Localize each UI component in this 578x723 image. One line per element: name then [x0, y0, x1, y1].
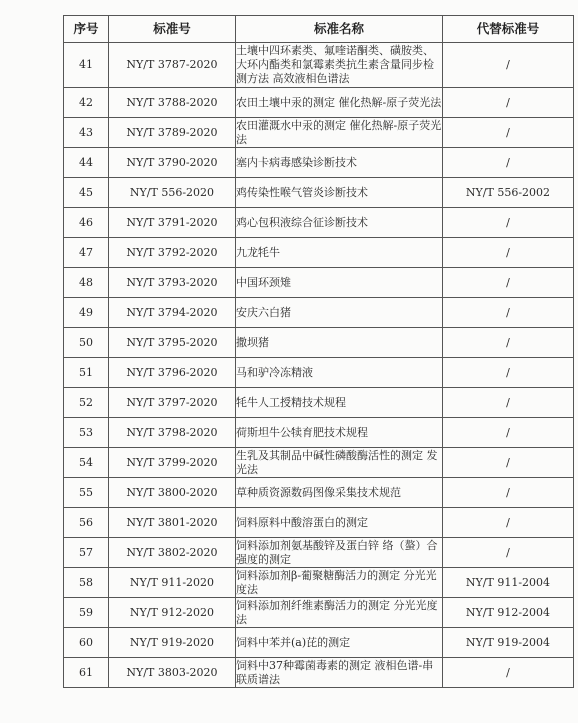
header-replaced-standard: 代替标准号 [443, 16, 574, 43]
row-serial: 41 [64, 43, 109, 88]
row-standard-name: 鸡心包积液综合征诊断技术 [236, 208, 443, 238]
row-replaced-standard: / [443, 328, 574, 358]
table-row [64, 538, 574, 568]
row-standard-code: NY/T 3798-2020 [109, 418, 236, 448]
row-serial: 57 [64, 538, 109, 568]
row-serial: 58 [64, 568, 109, 598]
row-standard-name: 饲料原料中酸溶蛋白的测定 [236, 508, 443, 538]
row-serial: 46 [64, 208, 109, 238]
row-standard-name: 农田灌溉水中汞的测定 催化热解-原子荧光法 [236, 118, 442, 146]
row-standard-code: NY/T 3792-2020 [109, 238, 236, 268]
row-replaced-standard: / [443, 388, 574, 418]
row-replaced-standard: NY/T 556-2002 [443, 178, 574, 208]
row-replaced-standard: / [443, 478, 574, 508]
row-serial: 53 [64, 418, 109, 448]
table-row [64, 598, 574, 628]
row-standard-name: 农田土壤中汞的测定 催化热解-原子荧光法 [236, 88, 443, 118]
table-row [64, 268, 574, 298]
row-replaced-standard: / [443, 118, 574, 148]
row-replaced-standard: / [443, 88, 574, 118]
table-row [64, 328, 574, 358]
table-row [64, 418, 574, 448]
row-serial: 52 [64, 388, 109, 418]
table-row [64, 43, 574, 88]
row-replaced-standard: / [443, 538, 574, 568]
row-serial: 61 [64, 658, 109, 688]
row-serial: 59 [64, 598, 109, 628]
row-serial: 42 [64, 88, 109, 118]
row-standard-name: 马和驴冷冻精液 [236, 358, 443, 388]
row-standard-code: NY/T 556-2020 [109, 178, 236, 208]
header-standard-name: 标准名称 [236, 16, 443, 43]
row-standard-code: NY/T 3797-2020 [109, 388, 236, 418]
row-replaced-standard: / [443, 418, 574, 448]
header-standard-code: 标准号 [109, 16, 236, 43]
table-header-row [64, 16, 574, 43]
row-standard-code: NY/T 3800-2020 [109, 478, 236, 508]
table-row [64, 178, 574, 208]
row-serial: 60 [64, 628, 109, 658]
row-standard-code: NY/T 919-2020 [109, 628, 236, 658]
row-standard-name: 九龙牦牛 [236, 238, 443, 268]
row-standard-code: NY/T 911-2020 [109, 568, 236, 598]
table-row [64, 148, 574, 178]
table-row [64, 508, 574, 538]
row-standard-name: 荷斯坦牛公犊育肥技术规程 [236, 418, 443, 448]
row-standard-name: 中国环颈雉 [236, 268, 443, 298]
table-row [64, 208, 574, 238]
table-row [64, 238, 574, 268]
row-standard-name: 饲料添加剂β-葡聚糖酶活力的测定 分光光度法 [236, 568, 443, 598]
row-standard-code: NY/T 3802-2020 [109, 538, 236, 568]
row-replaced-standard: / [443, 43, 574, 88]
row-standard-name: 草种质资源数码图像采集技术规范 [236, 478, 443, 508]
row-serial: 50 [64, 328, 109, 358]
row-standard-code: NY/T 912-2020 [109, 598, 236, 628]
row-standard-code: NY/T 3801-2020 [109, 508, 236, 538]
table-row [64, 88, 574, 118]
row-standard-name: 土壤中四环素类、氟喹诺酮类、磺胺类、大环内酯类和氯霉素类抗生素含量同步检测方法 高效液相色谱法 [236, 43, 443, 88]
table-row [64, 388, 574, 418]
row-standard-name: 饲料中37种霉菌毒素的测定 液相色谱-串联质谱法 [236, 658, 443, 688]
row-serial: 51 [64, 358, 109, 388]
row-serial: 45 [64, 178, 109, 208]
row-standard-code: NY/T 3788-2020 [109, 88, 236, 118]
row-serial: 43 [64, 118, 109, 148]
row-standard-code: NY/T 3787-2020 [109, 43, 236, 88]
row-serial: 48 [64, 268, 109, 298]
row-replaced-standard: / [443, 448, 574, 478]
row-standard-code: NY/T 3790-2020 [109, 148, 236, 178]
row-serial: 47 [64, 238, 109, 268]
row-standard-name: 饲料添加剂纤维素酶活力的测定 分光光度法 [236, 598, 443, 628]
row-replaced-standard: NY/T 912-2004 [443, 598, 574, 628]
table-row [64, 658, 574, 688]
row-replaced-standard: NY/T 911-2004 [443, 568, 574, 598]
row-standard-code: NY/T 3791-2020 [109, 208, 236, 238]
row-serial: 55 [64, 478, 109, 508]
row-standard-name: 鸡传染性喉气管炎诊断技术 [236, 178, 443, 208]
row-standard-name: 饲料中苯并(a)芘的测定 [236, 628, 443, 658]
row-standard-code: NY/T 3789-2020 [109, 118, 236, 148]
row-standard-code: NY/T 3793-2020 [109, 268, 236, 298]
row-standard-code: NY/T 3799-2020 [109, 448, 236, 478]
header-serial: 序号 [64, 16, 109, 43]
row-standard-code: NY/T 3803-2020 [109, 658, 236, 688]
row-standard-code: NY/T 3796-2020 [109, 358, 236, 388]
row-replaced-standard: / [443, 238, 574, 268]
table-row [64, 298, 574, 328]
table-row [64, 358, 574, 388]
row-standard-name: 生乳及其制品中碱性磷酸酶活性的测定 发光法 [236, 448, 443, 478]
row-serial: 56 [64, 508, 109, 538]
row-standard-name: 安庆六白猪 [236, 298, 443, 328]
row-serial: 54 [64, 448, 109, 478]
table-row [64, 478, 574, 508]
row-replaced-standard: / [443, 508, 574, 538]
standards-table [63, 15, 574, 688]
row-standard-code: NY/T 3794-2020 [109, 298, 236, 328]
row-replaced-standard: / [443, 298, 574, 328]
table-row [64, 628, 574, 658]
row-standard-name: 塞内卡病毒感染诊断技术 [236, 148, 443, 178]
row-replaced-standard: / [443, 148, 574, 178]
row-serial: 44 [64, 148, 109, 178]
table-row [64, 568, 574, 598]
row-replaced-standard: / [443, 658, 574, 688]
row-replaced-standard: / [443, 268, 574, 298]
row-standard-name: 撒坝猪 [236, 328, 443, 358]
row-replaced-standard: / [443, 208, 574, 238]
row-serial: 49 [64, 298, 109, 328]
row-standard-name: 饲料添加剂氨基酸锌及蛋白锌 络（螯）合强度的测定 [236, 538, 443, 568]
table-row [64, 118, 574, 148]
row-replaced-standard: NY/T 919-2004 [443, 628, 574, 658]
row-standard-name: 牦牛人工授精技术规程 [236, 388, 443, 418]
table-row [64, 448, 574, 478]
row-standard-code: NY/T 3795-2020 [109, 328, 236, 358]
row-replaced-standard: / [443, 358, 574, 388]
